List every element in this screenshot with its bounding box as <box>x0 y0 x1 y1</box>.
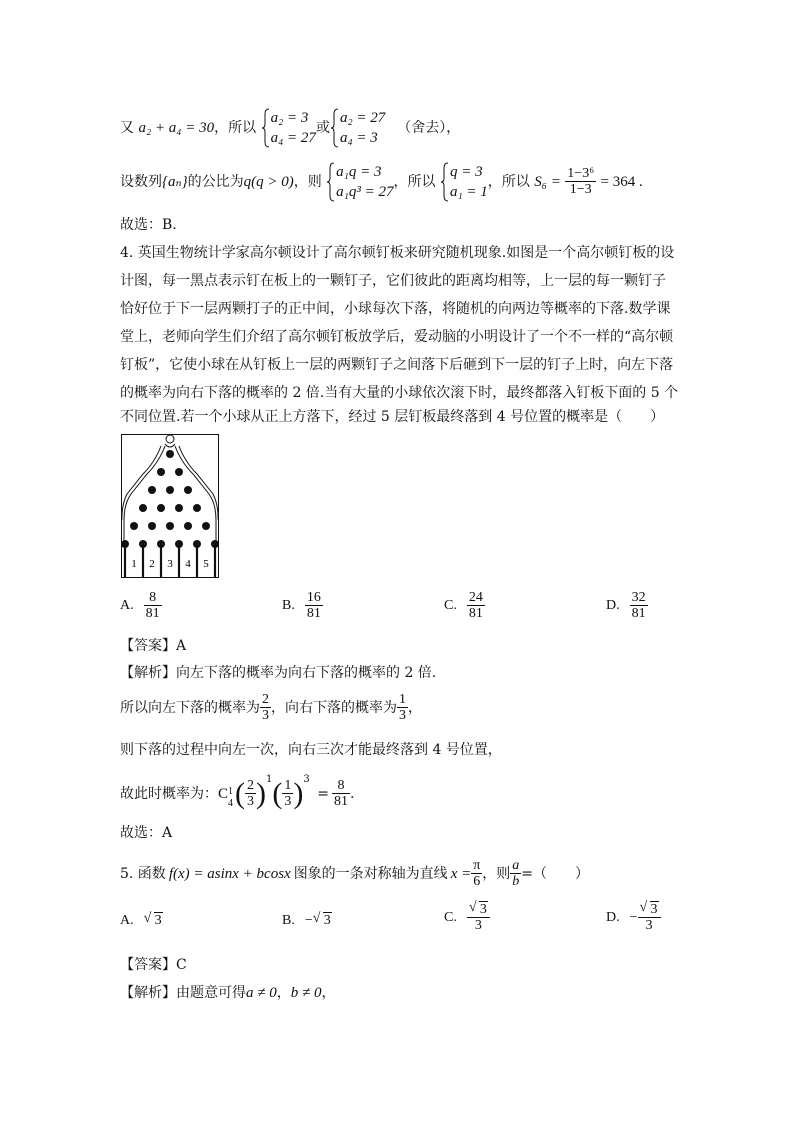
math-cond: b ≠ 0 <box>290 985 322 1001</box>
pick-b: 故选：B. <box>120 217 177 233</box>
denominator: 3 <box>247 794 255 809</box>
subscript: 4 <box>228 797 234 809</box>
equation-row: a₂ = 27 <box>339 110 386 126</box>
equation-system-3 <box>326 162 393 202</box>
choice-fraction <box>144 590 162 622</box>
text: 【解析】由题意可得 <box>120 985 246 1001</box>
text: ， <box>276 985 291 1001</box>
paren: ( <box>272 777 283 810</box>
q5-answer: 【答案】C <box>120 957 187 973</box>
numerator: 2 <box>247 778 255 793</box>
sqrt <box>640 902 659 917</box>
peg-icon <box>175 468 183 476</box>
numerator: 24 <box>468 590 483 605</box>
denominator: 3 <box>638 917 661 934</box>
equation-row: a₁ = 1 <box>449 184 488 200</box>
slot-number: 3 <box>167 558 173 570</box>
q4-explanation-3: 则下落的过程中向左一次，向右三次才能最终落到 4 号位置， <box>120 742 502 758</box>
text: 5. 函数 <box>120 866 166 882</box>
superscript: 1 <box>228 785 234 797</box>
text: ，向右下落的概率为 <box>271 700 397 716</box>
text: ， <box>408 700 422 716</box>
math-x: x = <box>450 866 472 882</box>
numerator <box>638 902 661 917</box>
denominator: 81 <box>468 606 483 621</box>
choice-label: D. <box>606 910 620 925</box>
ball-entry-icon <box>166 435 174 443</box>
q5-explanation-1 <box>120 983 335 1003</box>
exponent: 3 <box>303 774 310 785</box>
sqrt <box>469 902 488 917</box>
combination-symbol: C <box>218 786 229 802</box>
galton-board-figure <box>121 434 219 578</box>
numerator: π <box>473 858 481 873</box>
math-s6: S₆ = <box>534 174 561 190</box>
radicand: 3 <box>650 902 658 917</box>
text: 图象的一条对称轴为直线 <box>293 866 448 882</box>
choice-label: B. <box>282 913 295 928</box>
peg-icon <box>166 450 174 458</box>
math-cond: a₂ + a₄ = 30 <box>138 120 215 136</box>
text: ，所以 <box>214 120 257 136</box>
numerator: 2 <box>262 692 269 707</box>
peg-icon <box>184 522 192 530</box>
q4-line: 恰好位于下一层两颗打子的正中间，小球每次下落，将随机的向两边等概率的下落.数学课 <box>120 301 671 317</box>
combination <box>218 785 235 809</box>
text: 设数列 <box>120 174 162 190</box>
text: 所以向左下落的概率为 <box>120 700 260 716</box>
peg-icon <box>202 522 210 530</box>
fraction-s6 <box>565 166 596 198</box>
peg-icon <box>166 486 174 494</box>
fraction-result <box>332 778 350 810</box>
denominator: 6 <box>471 873 482 890</box>
slot-number: 2 <box>149 558 155 570</box>
denominator: 1−3 <box>565 181 596 198</box>
paren: ( <box>235 777 246 810</box>
numerator: 32 <box>631 590 646 605</box>
peg-icon <box>184 486 192 494</box>
equation-row: a₂ = 3 <box>270 110 309 126</box>
radical-icon: √ <box>468 900 477 915</box>
q4-explanation-2 <box>120 692 422 724</box>
peg-icon <box>175 504 183 512</box>
brace-icon <box>330 108 339 148</box>
math-q: q(q > 0) <box>243 174 294 190</box>
brace-icon <box>440 162 449 202</box>
brace-icon <box>326 162 335 202</box>
choice-label: A. <box>120 598 134 613</box>
numerator: a <box>512 858 520 873</box>
text: . <box>349 786 355 802</box>
q4-choice-b[interactable] <box>282 590 323 622</box>
math-seq: {aₙ} <box>162 174 188 190</box>
choice-fraction <box>638 902 661 934</box>
question-5 <box>120 858 589 890</box>
text: ，所以 <box>393 174 436 190</box>
peg-icon <box>157 504 165 512</box>
radicand: 3 <box>154 913 162 929</box>
choice-fraction <box>305 590 323 622</box>
exponent: 1 <box>266 774 273 785</box>
numerator: 8 <box>337 778 345 793</box>
pick-a: 故选：A <box>120 825 173 841</box>
equation-row: a₄ = 27 <box>270 130 316 146</box>
minus-sign: − <box>629 910 638 925</box>
choice-label: C. <box>444 910 457 925</box>
q4-answer: 【答案】A <box>120 638 187 654</box>
radical-icon: √ <box>312 911 321 927</box>
denominator: 81 <box>631 606 646 621</box>
combination-indices <box>228 785 235 809</box>
radicand: 3 <box>323 913 331 929</box>
q5-choice-c[interactable] <box>444 902 490 934</box>
slot-number: 5 <box>203 558 209 570</box>
denominator: 81 <box>145 606 160 621</box>
equation-system-4 <box>440 162 488 202</box>
numerator: 1 <box>284 778 292 793</box>
q4-line: 钉板”，它使小球在从钉板上一层的两颗钉子之间落下后砸到下一层的钉子上时，向左下落 <box>120 357 674 373</box>
equals: = <box>317 786 329 802</box>
numerator: 1−3⁶ <box>567 166 595 181</box>
denominator: 81 <box>306 606 321 621</box>
numerator: 8 <box>149 590 157 605</box>
text: 或 <box>315 120 330 136</box>
q4-explanation-4 <box>120 770 354 810</box>
choice-fraction <box>630 590 648 622</box>
q5-choice-b[interactable] <box>282 913 332 929</box>
text: 的公比为 <box>187 174 244 190</box>
choice-label: D. <box>606 598 620 613</box>
denominator: 3 <box>262 708 269 723</box>
minus-sign: − <box>304 913 313 929</box>
sqrt <box>144 913 163 929</box>
equation-row: a₁q³ = 27 <box>336 184 394 200</box>
text: 故此时概率为： <box>120 786 218 802</box>
fraction <box>245 778 256 810</box>
text: ，则 <box>482 866 511 882</box>
q4-line: 计图，每一黑点表示钉在板上的一颗钉子，它们彼此的距离均相等，上一层的每一颗钉子 <box>120 273 666 289</box>
denominator: 3 <box>399 708 406 723</box>
q4-line: 堂上，老师向学生们介绍了高尔顿钉板放学后，爱动脑的小明设计了一个不一样的“高尔顿 <box>120 329 674 345</box>
equation-row: a₁q = 3 <box>336 164 382 180</box>
fraction <box>282 778 293 810</box>
denominator: 3 <box>467 917 490 934</box>
equation-row: q = 3 <box>449 164 483 180</box>
equation-row: a₄ = 3 <box>339 130 378 146</box>
text: 又 <box>120 120 134 136</box>
radicand: 3 <box>479 902 487 917</box>
text: （舍去）， <box>397 120 461 136</box>
q4-choice-a[interactable] <box>120 590 162 622</box>
fraction-pi6 <box>471 858 482 890</box>
numerator <box>467 902 490 917</box>
q5-choice-a[interactable] <box>120 913 163 929</box>
peg-icon <box>157 468 165 476</box>
denominator: 81 <box>333 794 348 809</box>
choice-label: A. <box>120 913 134 928</box>
denominator: 3 <box>284 794 292 809</box>
math-cond: a ≠ 0 <box>246 985 277 1001</box>
q4-explanation-1: 【解析】向左下落的概率为向右下落的概率的 2 倍. <box>120 665 437 681</box>
denominator: b <box>512 874 520 889</box>
paren: ) <box>256 777 267 810</box>
line-2 <box>120 162 643 202</box>
paren: ) <box>293 777 304 810</box>
text: ， <box>321 985 336 1001</box>
peg-icon <box>130 522 138 530</box>
fraction-ab <box>510 858 521 890</box>
peg-icon <box>193 504 201 512</box>
math-result: = 364 . <box>600 174 643 190</box>
peg-icon <box>166 522 174 530</box>
choice-fraction <box>467 902 490 934</box>
slot-number: 4 <box>185 558 191 570</box>
numerator: 1 <box>399 692 406 707</box>
q4-choice-d[interactable] <box>606 590 648 622</box>
choice-fraction <box>467 590 485 622</box>
radical-icon: √ <box>639 900 648 915</box>
q4-line: 的概率为向右下落的概率的 2 倍.当有大量的小球依次滚下时，最终都落入钉板下面的 5 个 <box>120 385 679 401</box>
equation-system-1 <box>261 108 316 148</box>
slot-number: 1 <box>131 558 137 570</box>
peg-icon <box>139 504 147 512</box>
equation-system-2 <box>330 108 385 148</box>
peg-icon <box>148 486 156 494</box>
line-1 <box>120 108 460 148</box>
radical-icon: √ <box>143 911 152 927</box>
q4-line: 不同位置.若一个小球从正上方落下，经过 5 层钉板最终落到 4 号位置的概率是（ ） <box>120 409 665 425</box>
choice-label: C. <box>444 598 457 613</box>
numerator: 16 <box>306 590 321 605</box>
brace-icon <box>261 108 270 148</box>
math-function: f(x) = asinx + bcosx <box>168 866 291 882</box>
peg-icon <box>148 522 156 530</box>
text: =（ ） <box>521 866 590 882</box>
q5-choice-d[interactable] <box>606 902 661 934</box>
q4-line: 4. 英国生物统计学家高尔顿设计了高尔顿钉板来研究随机现象.如图是一个高尔顿钉板的设 <box>120 245 675 261</box>
q4-choice-c[interactable] <box>444 590 485 622</box>
text: ，则 <box>293 174 322 190</box>
fraction <box>260 692 271 724</box>
choice-label: B. <box>282 598 295 613</box>
text: ，所以 <box>487 174 530 190</box>
sqrt <box>313 913 332 929</box>
fraction <box>397 692 408 724</box>
